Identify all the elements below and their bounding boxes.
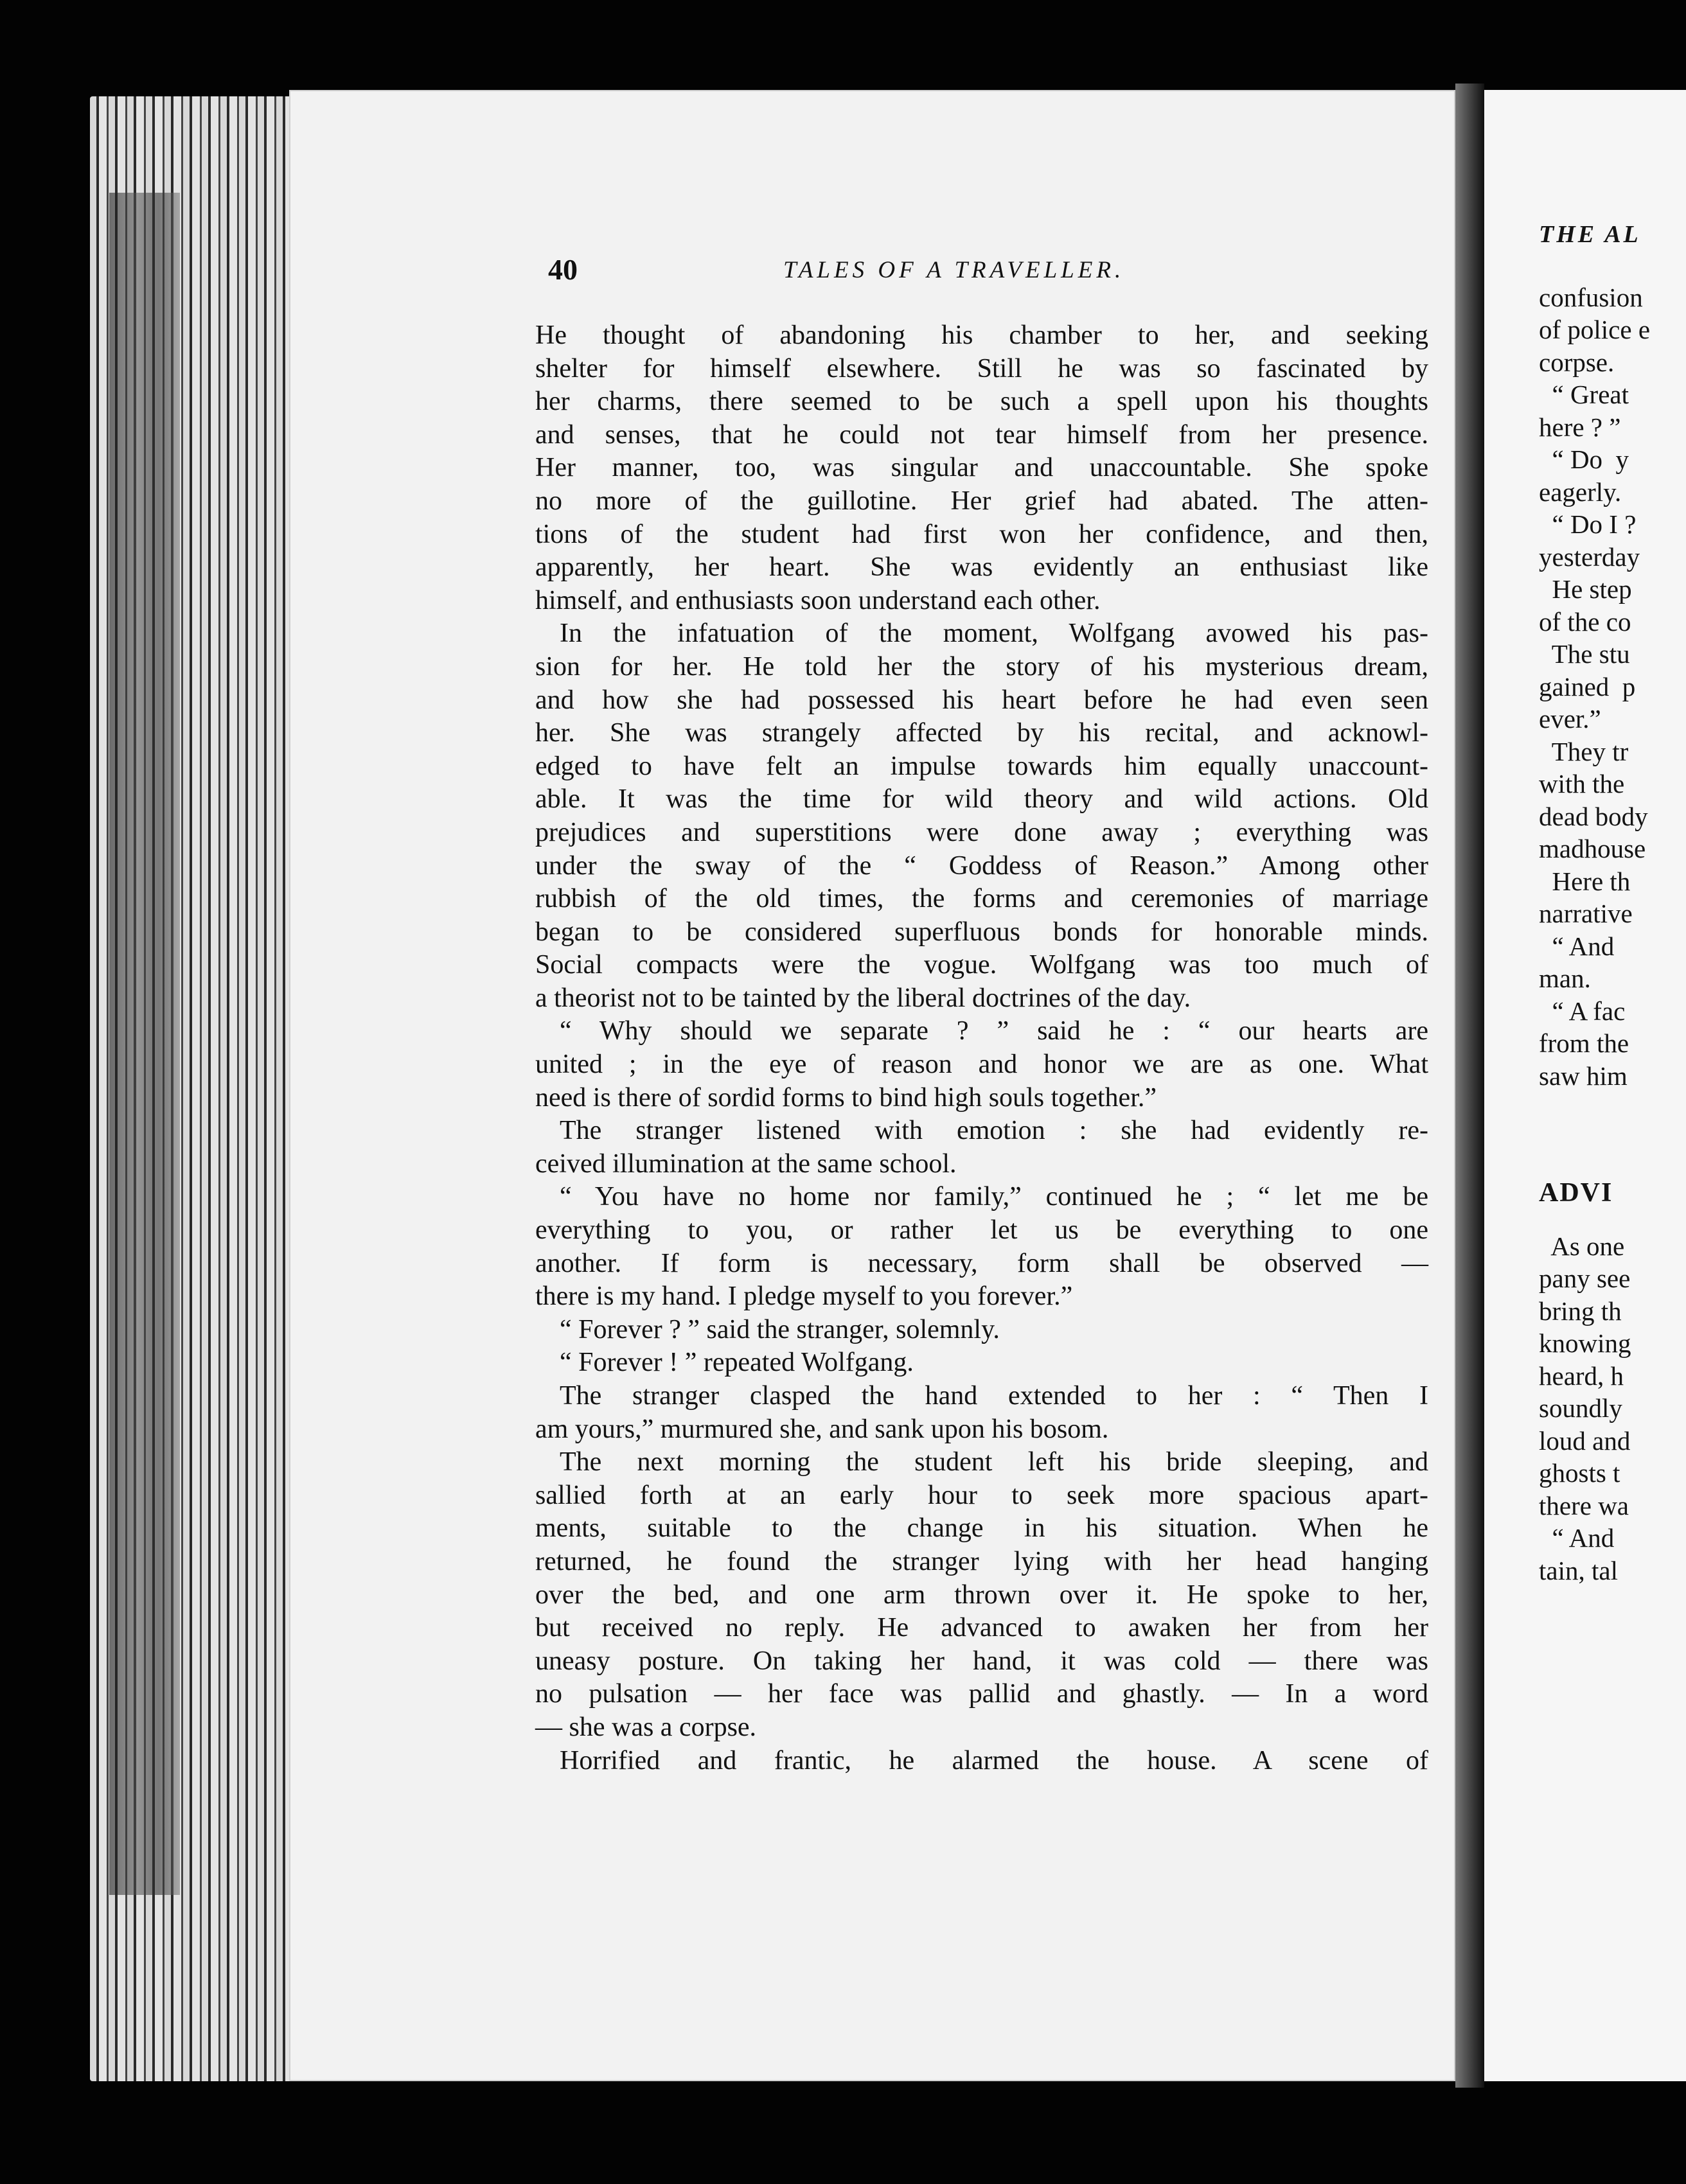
text-line: himself, and enthusiasts soon understand each other. (535, 585, 1101, 615)
text-line: “ You have no home nor family,” continued he ; “ let me be (560, 1182, 1428, 1212)
text-line: her charms, there seemed to be such a spell upon his thoughts (535, 387, 1428, 417)
text-line: prejudices and superstitions were done away ; everything was (535, 817, 1428, 847)
text-line: another. If form is necessary, form shall be observed — (535, 1248, 1428, 1278)
text-line: united ; in the eye of reason and honor we are as one. What (535, 1050, 1428, 1080)
text-line: am yours,” murmured she, and sank upon his bosom. (535, 1414, 1109, 1444)
text-line: there is my hand. I pledge myself to you forever.” (535, 1281, 1073, 1312)
text-line: The stranger clasped the hand extended to her : “ Then I (560, 1381, 1428, 1411)
right-text-line: pany see (1539, 1264, 1631, 1293)
running-head: TALES OF A TRAVELLER. (783, 257, 1125, 283)
right-text-line: He step (1539, 574, 1632, 604)
text-line: under the sway of the “ Goddess of Reason.” Among other (535, 850, 1428, 881)
right-page-lines (1539, 281, 1686, 1093)
text-line: no pulsation — her face was pallid and ghastly. — In a word (535, 1679, 1428, 1709)
right-section-title: ADVI (1539, 1178, 1613, 1208)
right-text-line: of police e (1539, 315, 1651, 344)
right-text-line: “ A fac (1539, 996, 1626, 1026)
right-text-line: yesterday (1539, 542, 1640, 572)
right-text-line: “ And (1539, 1523, 1615, 1553)
text-line: rubbish of the old times, the forms and ceremonies of marriage (535, 884, 1428, 914)
text-line: tions of the student had first won her confidence, and then, (535, 519, 1428, 549)
text-line: able. It was the time for wild theory and wild actions. Old (535, 784, 1428, 815)
text-line: Horrified and frantic, he alarmed the house. A scene of (560, 1745, 1428, 1775)
right-text-line: “ Do y (1539, 445, 1629, 474)
right-text-line: eagerly. (1539, 477, 1622, 507)
left-page-body (535, 319, 1428, 1777)
page-edges-shadow (109, 193, 180, 1895)
right-text-line: bring th (1539, 1296, 1622, 1326)
text-line: but received no reply. He advanced to awaken her from her (535, 1613, 1428, 1643)
text-line: apparently, her heart. She was evidently an enthusiast like (535, 552, 1428, 583)
right-text-line: ghosts t (1539, 1458, 1620, 1488)
right-text-line: ever.” (1539, 704, 1601, 734)
text-line: and senses, that he could not tear himself from her presence. (535, 419, 1428, 450)
right-text-line: dead body (1539, 801, 1648, 831)
text-line: The stranger listened with emotion : she had evidently re- (560, 1116, 1428, 1146)
right-text-line: there wa (1539, 1490, 1629, 1520)
text-line: ments, suitable to the change in his situation. When he (535, 1513, 1428, 1544)
right-text-line: “ And (1539, 931, 1615, 961)
right-text-line: man. (1539, 964, 1591, 993)
text-line: The next morning the student left his bride sleeping, and (560, 1447, 1428, 1477)
right-running-head: THE AL (1539, 221, 1641, 248)
text-line: her. She was strangely affected by his recital, and acknowl- (535, 718, 1428, 748)
book-gutter (1455, 84, 1484, 2088)
right-text-line: narrative (1539, 899, 1633, 928)
text-line: “ Forever ? ” said the stranger, solemnly. (560, 1314, 1000, 1344)
text-line: ceived illumination at the same school. (535, 1149, 957, 1179)
text-line: over the bed, and one arm thrown over it. He spoke to her, (535, 1580, 1428, 1610)
text-line: returned, he found the stranger lying with her head hanging (535, 1546, 1428, 1576)
text-line: began to be considered superfluous bonds for honorable minds. (535, 917, 1428, 947)
text-line: “ Why should we separate ? ” said he : “ our hearts are (560, 1016, 1428, 1046)
right-text-line: They tr (1539, 736, 1629, 766)
right-text-line: “ Great (1539, 380, 1629, 409)
right-text-line: of the co (1539, 606, 1631, 637)
text-line: shelter for himself elsewhere. Still he was so fascinated by (535, 353, 1428, 383)
text-line: — she was a corpse. (535, 1712, 757, 1742)
text-line: sallied forth at an early hour to seek more spacious apart- (535, 1480, 1428, 1510)
right-text-line: here ? ” (1539, 412, 1621, 442)
left-page-header (548, 252, 1428, 291)
page-number: 40 (548, 253, 578, 286)
text-line: sion for her. He told her the story of his mysterious dream, (535, 651, 1428, 682)
text-line: everything to you, or rather let us be everything to one (535, 1215, 1428, 1246)
text-line: Social compacts were the vogue. Wolfgang was too much of (535, 950, 1428, 980)
right-text-line: The stu (1539, 639, 1630, 669)
right-text-line: saw him (1539, 1061, 1628, 1091)
right-text-line: “ Do I ? (1539, 509, 1637, 539)
right-text-line: heard, h (1539, 1361, 1624, 1391)
right-text-line: gained p (1539, 671, 1636, 701)
right-text-line: madhouse (1539, 834, 1646, 863)
text-line: need is there of sordid forms to bind high souls together.” (535, 1082, 1157, 1113)
text-line: uneasy posture. On taking her hand, it was cold — there was (535, 1646, 1428, 1676)
right-text-line: Here th (1539, 866, 1631, 896)
right-text-line: corpse. (1539, 347, 1615, 377)
text-line: “ Forever ! ” repeated Wolfgang. (560, 1348, 914, 1378)
text-line: a theorist not to be tainted by the liberal doctrines of the day. (535, 983, 1191, 1013)
right-text-line: soundly (1539, 1393, 1622, 1423)
text-line: and how she had possessed his heart before he had even seen (535, 685, 1428, 715)
text-line: He thought of abandoning his chamber to her, and seeking (535, 321, 1428, 350)
right-text-line: tain, tal (1539, 1555, 1618, 1585)
right-text-line: knowing (1539, 1328, 1631, 1358)
right-text-line: As one (1539, 1231, 1625, 1261)
text-line: edged to have felt an impulse towards him equally unaccount- (535, 751, 1428, 781)
text-line: In the infatuation of the moment, Wolfgang avowed his pas- (560, 619, 1428, 649)
right-page-lines-2 (1539, 1230, 1686, 1587)
text-line: no more of the guillotine. Her grief had abated. The atten- (535, 486, 1428, 516)
right-text-line: confusion (1539, 282, 1643, 312)
text-line: Her manner, too, was singular and unaccountable. She spoke (535, 453, 1428, 483)
right-text-line: from the (1539, 1028, 1629, 1058)
right-text-line: with the (1539, 769, 1625, 798)
right-text-line: loud and (1539, 1425, 1631, 1456)
right-page-text (1539, 218, 1686, 1824)
